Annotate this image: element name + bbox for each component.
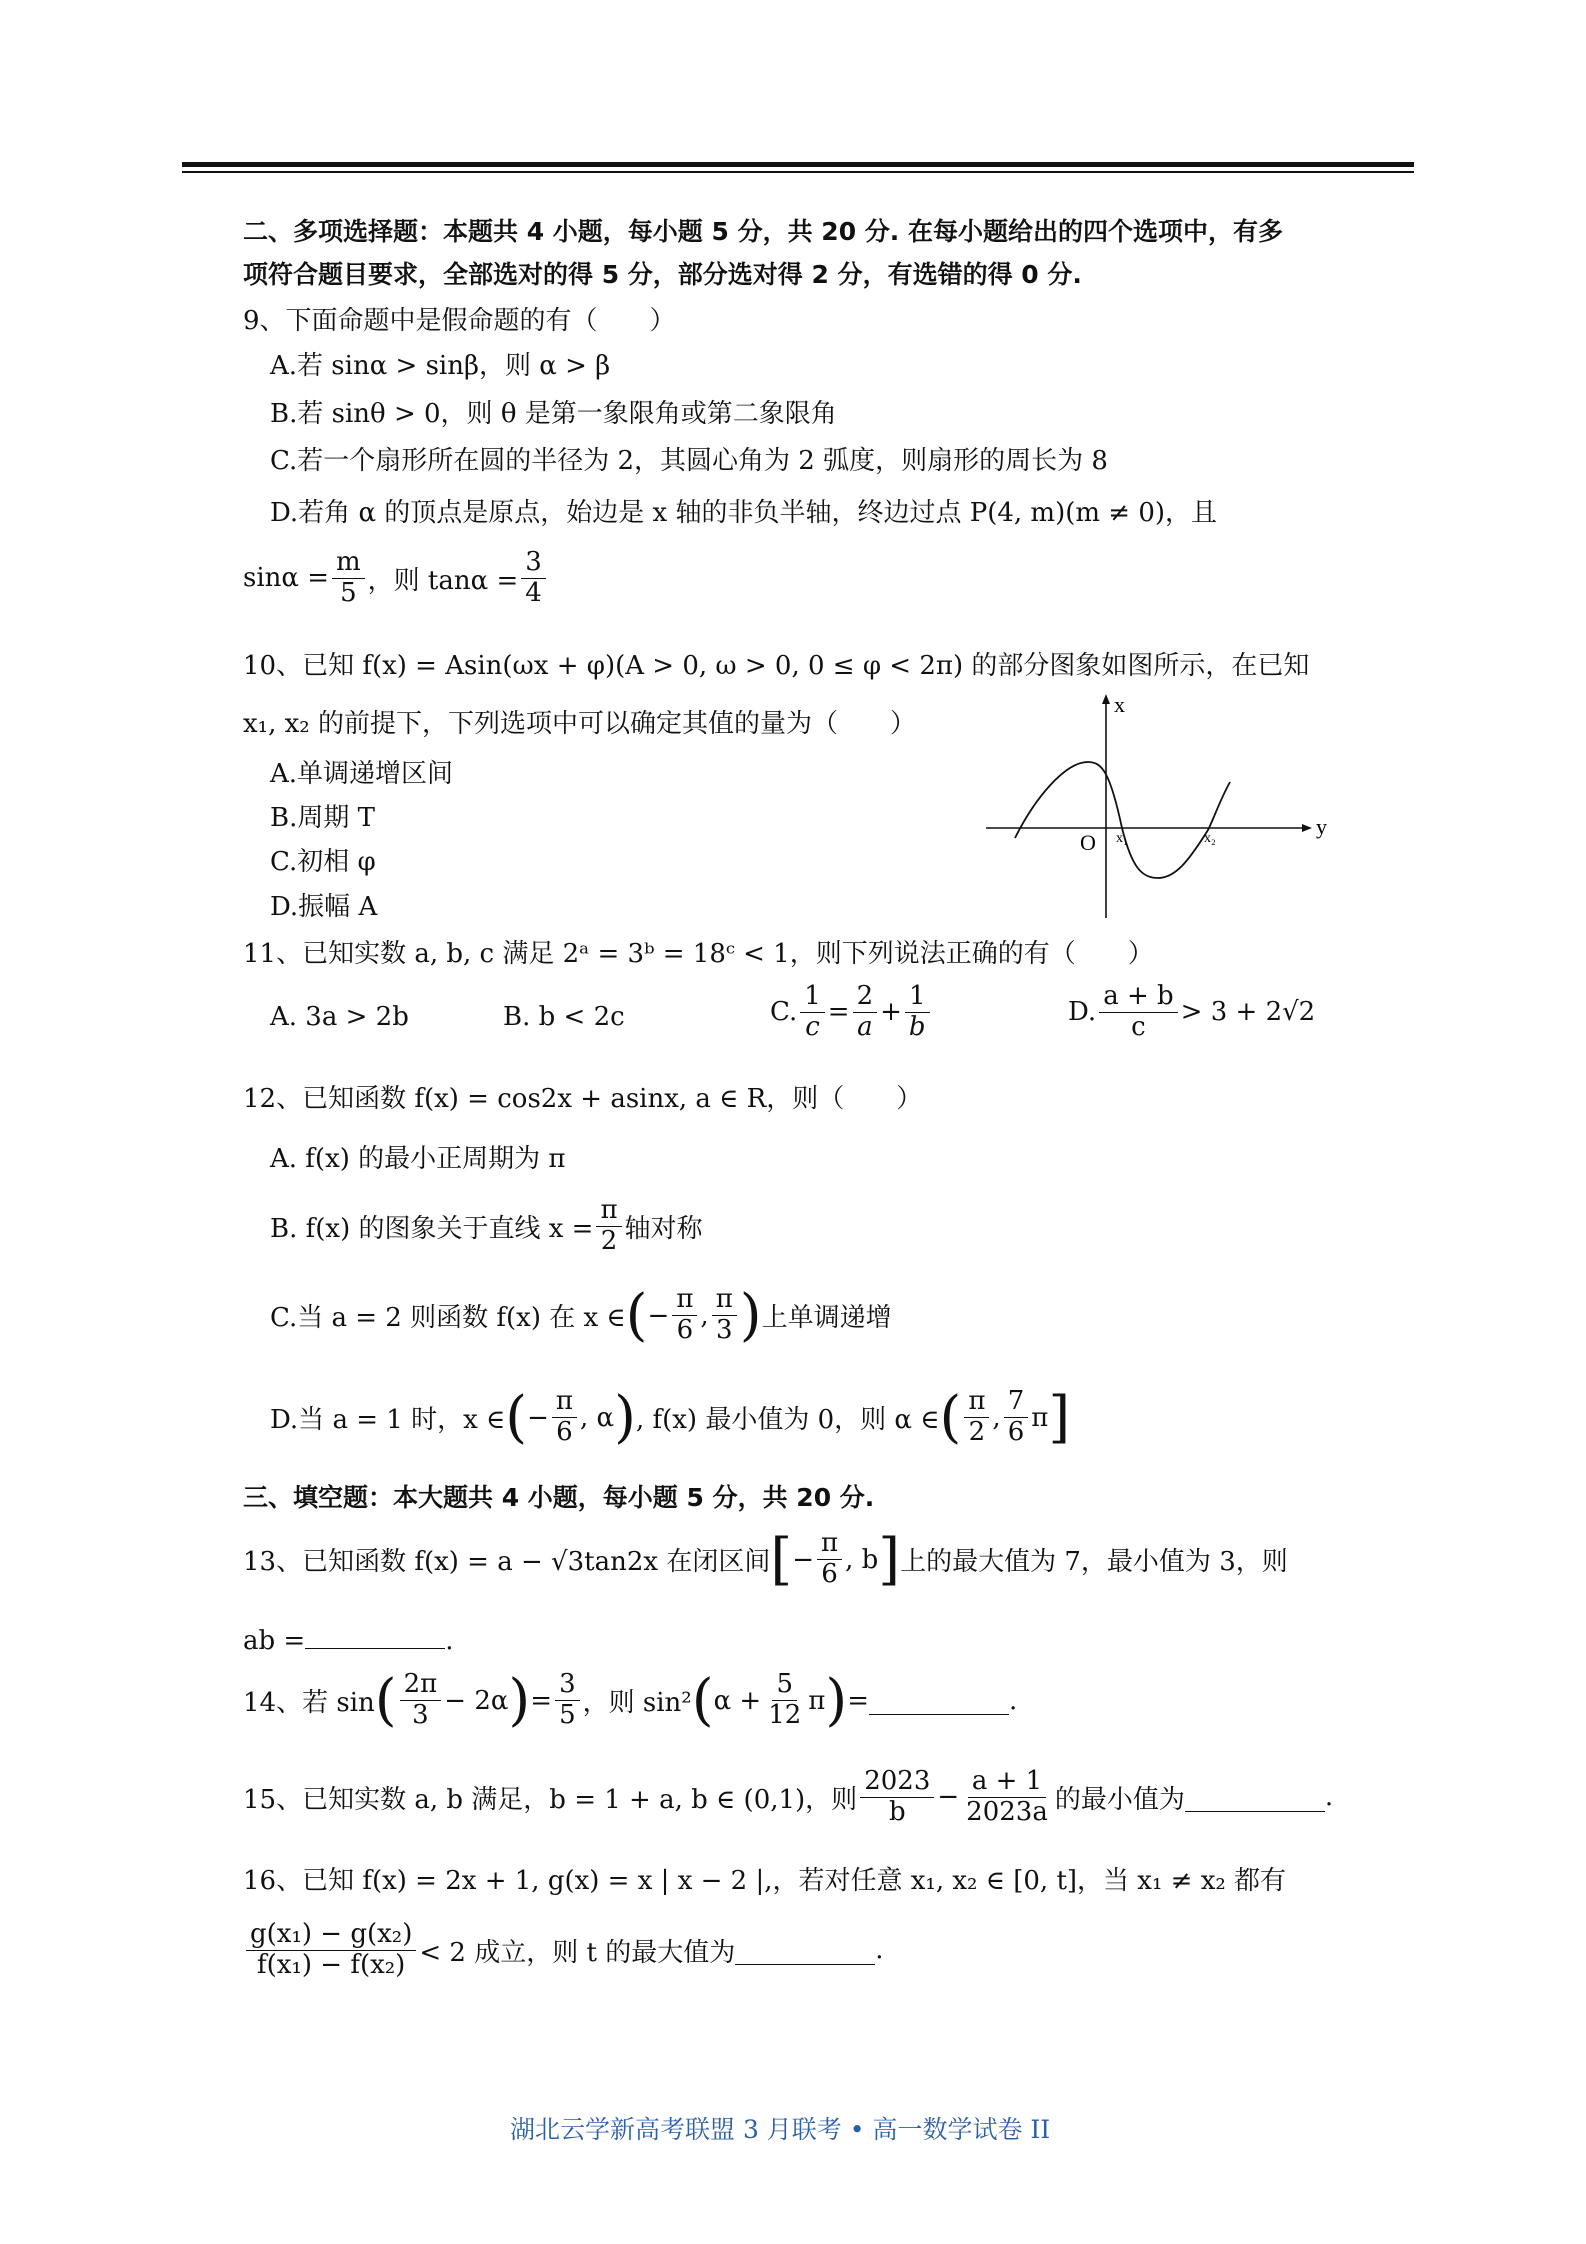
q12-d-frac3: $\frac{7}{6}$ bbox=[1004, 1387, 1029, 1448]
q12-c-frac1: $\frac{\pi}{6}$ bbox=[672, 1285, 697, 1346]
graph-sine-curve bbox=[1015, 762, 1230, 878]
q11-d-rest: > 3 + 2√2 bbox=[1180, 997, 1316, 1028]
q14-eq: = bbox=[530, 1685, 553, 1716]
q16-stem-line2: $\frac{\text{g(x₁) − g(x₂)}}{\text{f(x₁) − f(x₂)}}$ < 2 成立，则 t 的最大值为 . bbox=[243, 1920, 883, 1981]
q15-frac2: $\frac{a + 1}{2023a}$ bbox=[966, 1766, 1048, 1827]
graph-axis-label-y: y bbox=[1316, 814, 1327, 839]
q12-b-frac: $\frac{\pi}{2}$ bbox=[596, 1196, 621, 1257]
q11-option-b: B. b < 2c bbox=[503, 1002, 625, 1032]
q9-d-sin-prefix: sinα = bbox=[243, 563, 330, 594]
q12-d-frac2: $\frac{\pi}{2}$ bbox=[964, 1387, 989, 1448]
q15-stem: 15、已知实数 a, b 满足，b = 1 + a, b ∈ (0,1)，则 $\frac{2023}{b}$ − $\frac{a + 1}{2023a}$ 的最小值为 . bbox=[243, 1766, 1334, 1827]
q14-prefix: 14、若 sin bbox=[243, 1688, 375, 1718]
q11-option-c: C. $\frac{1}{c}$ = $\frac{2}{a}$ + $\frac{1}{b}$ bbox=[770, 982, 933, 1043]
graph-horizontal-arrow bbox=[1302, 824, 1312, 832]
graph-x1-label: x₁ bbox=[1116, 831, 1128, 846]
q15-answer-blank[interactable] bbox=[1185, 1783, 1325, 1812]
graph-axis-label-x: x bbox=[1114, 692, 1125, 717]
q11-c-frac1: $\frac{1}{c}$ bbox=[800, 982, 825, 1043]
q11-stem: 11、已知实数 a, b, c 满足 2ᵃ = 3ᵇ = 18ᶜ < 1，则下列说法正确的有（ ） bbox=[243, 939, 1154, 969]
q12-c-prefix: C.当 a = 2 则函数 f(x) 在 x ∈ bbox=[270, 1303, 626, 1333]
q14-frac1: $\frac{2\pi}{3}$ bbox=[400, 1670, 442, 1731]
q12-c-suffix: 上单调递增 bbox=[761, 1303, 892, 1333]
q10-stem-line2: x₁, x₂ 的前提下，下列选项中可以确定其值的量为（ ） bbox=[243, 709, 916, 739]
q14-frac2: $\frac{3}{5}$ bbox=[555, 1670, 580, 1731]
q10-option-c: C.初相 φ bbox=[270, 847, 376, 877]
q12-d-frac1: $\frac{\pi}{6}$ bbox=[552, 1387, 577, 1448]
q14-suffix: = bbox=[847, 1685, 870, 1716]
q9-option-a: A.若 sinα > sinβ，则 α > β bbox=[270, 351, 611, 381]
q16-frac-den: f(x₁) − f(x₂) bbox=[257, 1949, 406, 1980]
q14-frac3: $\frac{5}{12}$ bbox=[768, 1669, 802, 1730]
q16-frac bbox=[246, 1920, 416, 1981]
q9-option-b: B.若 sinθ > 0，则 θ 是第一象限角或第二象限角 bbox=[270, 399, 837, 429]
q9-option-d-line1: D.若角 α 的顶点是原点，始边是 x 轴的非负半轴，终边过点 P(4, m)(m ≠ 0)，且 bbox=[270, 498, 1218, 528]
q12-d-prefix: D.当 a = 1 时，x ∈ bbox=[270, 1405, 506, 1435]
q11-d-prefix: D. bbox=[1068, 997, 1097, 1028]
q12-d-mid: , f(x) 最小值为 0，则 α ∈ bbox=[635, 1405, 940, 1435]
q12-c-frac2: $\frac{\pi}{3}$ bbox=[712, 1285, 737, 1346]
q14-answer-blank[interactable] bbox=[869, 1686, 1009, 1715]
q12-option-d: D.当 a = 1 时，x ∈ ( − $\frac{\pi}{6}$ , α ) , f(x) 最小值为 0，则 α ∈ ( $\frac{\pi}{2}$ , $\frac{7}{6}$ π ] bbox=[270, 1385, 1071, 1450]
q15-prefix: 15、已知实数 a, b 满足，b = 1 + a, b ∈ (0,1)，则 bbox=[243, 1784, 858, 1815]
q9-option-d-line2 bbox=[243, 548, 549, 609]
q9-d-frac1-den: 5 bbox=[340, 577, 357, 608]
q11-d-frac-den: c bbox=[1131, 1011, 1146, 1042]
q13-ab: ab = bbox=[243, 1626, 306, 1656]
q13-stem-line2: ab = . bbox=[243, 1620, 453, 1656]
q13-frac: $\frac{\pi}{6}$ bbox=[817, 1529, 842, 1590]
q9-stem: 9、下面命题中是假命题的有（ ） bbox=[243, 306, 676, 336]
q11-c-frac2: $\frac{2}{a}$ bbox=[853, 982, 878, 1043]
q16-frac-num: g(x₁) − g(x₂) bbox=[246, 1920, 416, 1951]
header-rule-thin bbox=[182, 171, 1414, 173]
q15-suffix: 的最小值为 bbox=[1054, 1784, 1185, 1815]
q15-frac1: $\frac{2023}{b}$ bbox=[860, 1767, 934, 1828]
q9-d-frac1-num: m bbox=[332, 548, 365, 579]
q10-option-b: B.周期 T bbox=[270, 803, 375, 833]
q9-option-c: C.若一个扇形所在圆的半径为 2，其圆心角为 2 弧度，则扇形的周长为 8 bbox=[270, 446, 1108, 476]
q10-stem-line1: 10、已知 f(x) = Asin(ωx + φ)(A > 0, ω > 0, 0 ≤ φ < 2π) 的部分图象如图所示，在已知 bbox=[243, 651, 1310, 681]
q9-d-fraction-m5 bbox=[332, 548, 365, 609]
q16-stem-line1: 16、已知 f(x) = 2x + 1, g(x) = x | x − 2 |,，若对任意 x₁, x₂ ∈ [0, t]，当 x₁ ≠ x₂ 都有 bbox=[243, 1866, 1287, 1896]
q13-stem-line1: 13、已知函数 f(x) = a − √3tan2x 在闭区间 [ − $\frac{\pi}{6}$ , b ] 上的最大值为 7，最小值为 3，则 bbox=[243, 1527, 1288, 1592]
q11-option-a: A. 3a > 2b bbox=[270, 1002, 409, 1032]
q10-sine-graph bbox=[980, 690, 1330, 920]
graph-vertical-arrow bbox=[1102, 694, 1110, 704]
q14-mid2: ，则 sin² bbox=[582, 1688, 692, 1718]
q10-option-d: D.振幅 A bbox=[270, 892, 378, 922]
q12-b-prefix: B. f(x) 的图象关于直线 x = bbox=[270, 1213, 594, 1244]
q14-stem: 14、若 sin ( $\frac{2\pi}{3}$ − 2α ) = $\frac{3}{5}$ ，则 sin² ( α + $\frac{5}{12}$ π ) = . bbox=[243, 1668, 1018, 1733]
section2-line2: 项符合题目要求，全部选对的得 5 分，部分选对得 2 分，有选错的得 0 分. bbox=[243, 260, 1082, 289]
q12-b-suffix: 轴对称 bbox=[624, 1213, 703, 1244]
header-rule-thick bbox=[182, 162, 1414, 167]
q9-d-frac2-den: 4 bbox=[525, 577, 542, 608]
graph-origin-label: O bbox=[1080, 830, 1096, 855]
section2-line1: 二、多项选择题：本题共 4 小题，每小题 5 分，共 20 分. 在每小题给出的四个选项中，有多 bbox=[243, 217, 1284, 246]
q11-c-prefix: C. bbox=[770, 997, 798, 1028]
q12-option-c: C.当 a = 2 则函数 f(x) 在 x ∈ ( − $\frac{\pi}{6}$ , $\frac{\pi}{3}$ ) 上单调递增 bbox=[270, 1283, 892, 1348]
section3-title: 三、填空题：本大题共 4 小题，每小题 5 分，共 20 分. bbox=[243, 1483, 875, 1512]
q16-answer-blank[interactable] bbox=[735, 1936, 875, 1965]
page-footer: 湖北云学新高考联盟 3 月联考 • 高一数学试卷 II bbox=[510, 2115, 1051, 2144]
q11-c-frac3: $\frac{1}{b}$ bbox=[905, 982, 930, 1043]
q16-suffix: < 2 成立，则 t 的最大值为 bbox=[419, 1937, 736, 1968]
q12-stem: 12、已知函数 f(x) = cos2x + asinx, a ∈ R，则（ ） bbox=[243, 1084, 923, 1114]
q13-answer-blank[interactable] bbox=[305, 1620, 445, 1649]
q11-option-d bbox=[1068, 982, 1315, 1043]
q12-option-a: A. f(x) 的最小正周期为 π bbox=[270, 1144, 566, 1174]
q11-d-frac bbox=[1099, 982, 1177, 1043]
q9-d-frac2-num: 3 bbox=[521, 548, 546, 579]
q9-d-tan-prefix: ，则 tanα = bbox=[367, 565, 519, 596]
q12-option-b bbox=[270, 1196, 703, 1257]
q11-d-frac-num: a + b bbox=[1099, 982, 1177, 1013]
q9-d-fraction-34 bbox=[521, 548, 546, 609]
q13-prefix: 13、已知函数 f(x) = a − √3tan2x 在闭区间 bbox=[243, 1547, 771, 1577]
q13-suffix: 上的最大值为 7，最小值为 3，则 bbox=[900, 1547, 1288, 1577]
q10-option-a: A.单调递增区间 bbox=[270, 759, 454, 789]
graph-x2-label: x₂ bbox=[1204, 831, 1216, 846]
